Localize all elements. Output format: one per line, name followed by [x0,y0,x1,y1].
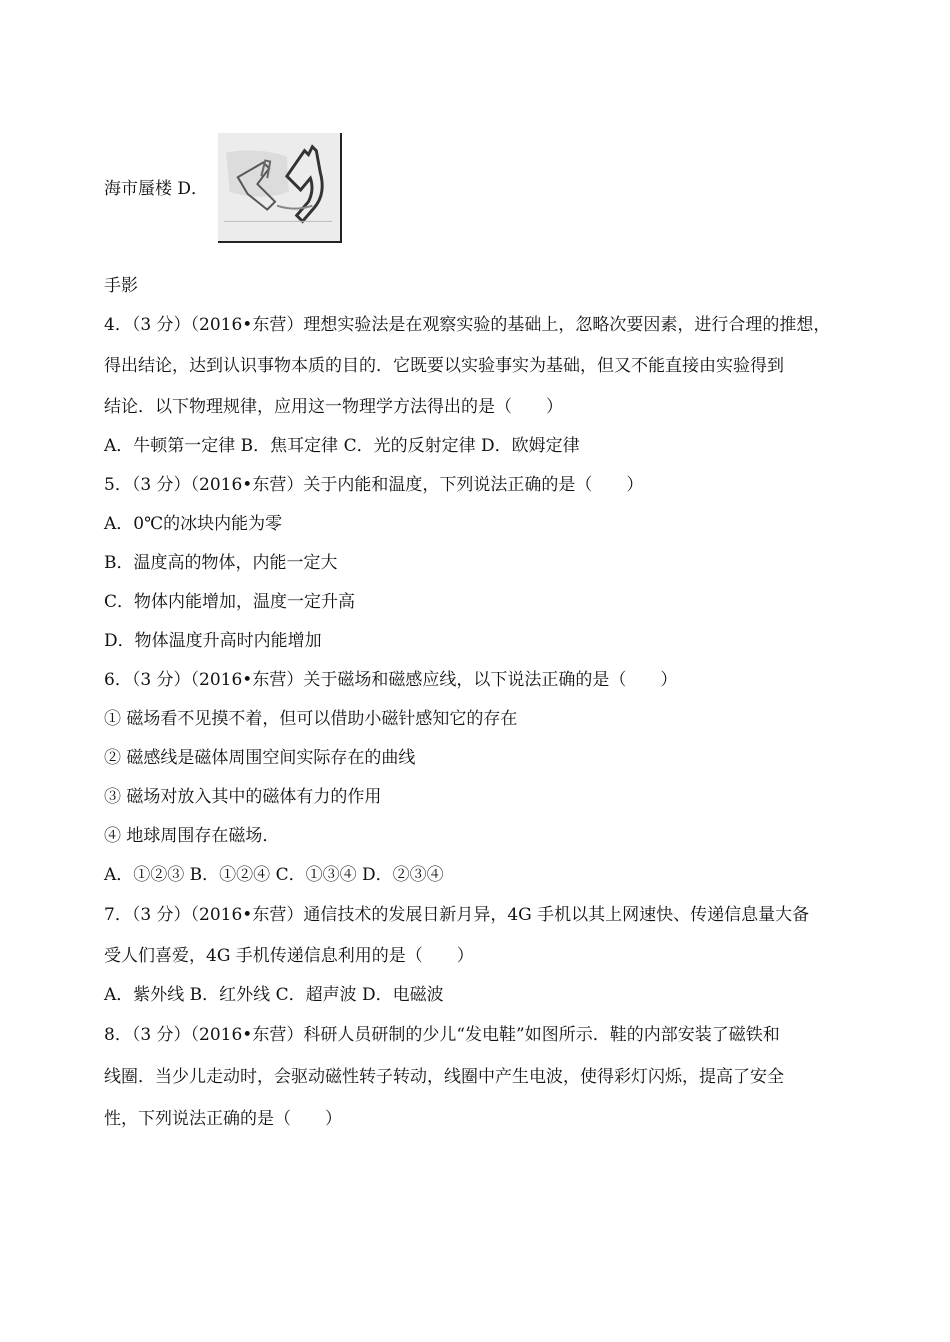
q4-line1: 4．（3 分）（2016•东营）理想实验法是在观察实验的基础上，忽略次要因素，进行合理的推想， [104,315,831,335]
q6-statement-1: ① 磁场看不见摸不着，但可以借助小磁针感知它的存在 [104,709,518,729]
q8-line3: 性，下列说法正确的是（ ） [104,1109,342,1129]
q6-statement-3: ③ 磁场对放入其中的磁体有力的作用 [104,787,382,807]
hand-shadow-image [218,133,340,241]
q5-option-d: D．物体温度升高时内能增加 [104,631,322,651]
q6-statement-4: ④ 地球周围存在磁场． [104,826,280,846]
q5-option-b: B．温度高的物体，内能一定大 [104,553,338,573]
q6-stem: 6．（3 分）（2016•东营）关于磁场和磁感应线，以下说法正确的是（ ） [104,670,678,690]
q5-option-a: A．0℃的冰块内能为零 [104,514,283,534]
q8-line2: 线圈．当少儿走动时，会驱动磁性转子转动，线圈中产生电波，使得彩灯闪烁，提高了安全 [104,1067,784,1087]
q6-statement-2: ② 磁感线是磁体周围空间实际存在的曲线 [104,748,416,768]
q8-line1: 8．（3 分）（2016•东营）科研人员研制的少儿“发电鞋”如图所示．鞋的内部安装了磁铁和 [104,1025,780,1045]
q7-line2: 受人们喜爱，4G 手机传递信息利用的是（ ） [104,946,474,966]
q5-option-c: C．物体内能增加，温度一定升高 [104,592,356,612]
q4-options: A．牛顿第一定律 B．焦耳定律 C．光的反射定律 D．欧姆定律 [104,436,580,456]
q4-line3: 结论．以下物理规律，应用这一物理学方法得出的是（ ） [104,397,563,417]
hand-shadow-figure [218,133,342,243]
q5-stem: 5．（3 分）（2016•东营）关于内能和温度，下列说法正确的是（ ） [104,475,644,495]
q7-line1: 7．（3 分）（2016•东营）通信技术的发展日新月异，4G 手机以其上网速快、传递信息量大备 [104,905,810,925]
q4-line2: 得出结论，达到认识事物本质的目的．它既要以实验事实为基础，但又不能直接由实验得到 [104,356,784,376]
option-d-label: 手影 [104,276,138,296]
option-c-label: 海市蜃楼 D． [104,179,209,199]
q6-options: A．①②③ B．①②④ C．①③④ D．②③④ [104,865,444,885]
q7-options: A．紫外线 B．红外线 C．超声波 D．电磁波 [104,985,444,1005]
